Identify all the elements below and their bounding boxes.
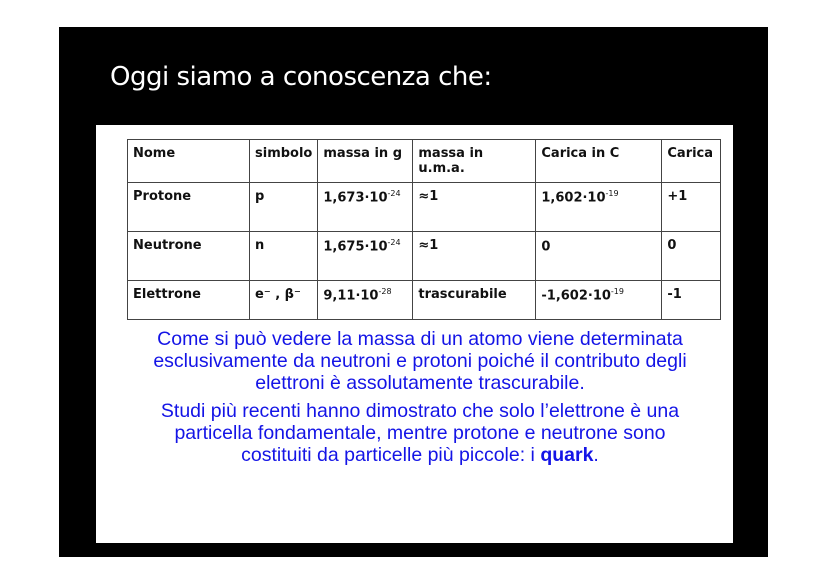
table-header-row (128, 140, 721, 183)
cell-massa (318, 183, 413, 232)
paragraph-quark (150, 400, 690, 466)
paragraph-quark-text: Studi più recenti hanno dimostrato che solo l’elettrone è una particella fondamentale, mentre protone e neutrone sono costituiti da particelle più piccole: i (160, 400, 680, 466)
cell-carica: -1 (662, 281, 721, 320)
paragraph-mass: Come si può vedere la massa di un atomo viene determinata esclusivamente da neutroni e protoni poiché il contributo degli elettroni è assolutamente trascurabile. (153, 328, 687, 394)
table-row (128, 183, 721, 232)
quark-emphasis: quark (540, 444, 594, 466)
carica-base: 0 (541, 239, 551, 255)
cell-nome: Protone (128, 183, 250, 232)
particles-table (127, 139, 721, 320)
cell-uma: trascurabile (413, 281, 536, 320)
cell-carica-c (536, 183, 662, 232)
carica-base: 1,602·10 (541, 190, 606, 206)
carica-exp: -19 (610, 287, 624, 296)
cell-uma: ≈1 (413, 232, 536, 281)
cell-simbolo: p (250, 183, 318, 232)
header-cell: Nome (128, 140, 250, 183)
carica-base: -1,602·10 (541, 288, 611, 304)
massa-exp: -28 (378, 287, 392, 296)
header-cell: Carica (662, 140, 721, 183)
massa-base: 1,673·10 (323, 190, 388, 206)
header-cell: massa in u.m.a. (413, 140, 536, 183)
cell-massa (318, 281, 413, 320)
header-cell: simbolo (250, 140, 318, 183)
body-text (150, 328, 690, 472)
cell-carica-c (536, 281, 662, 320)
cell-nome: Neutrone (128, 232, 250, 281)
massa-base: 9,11·10 (323, 288, 379, 304)
cell-uma: ≈1 (413, 183, 536, 232)
carica-exp: -19 (605, 189, 619, 198)
cell-carica-c (536, 232, 662, 281)
massa-exp: -24 (387, 238, 401, 247)
massa-exp: -24 (387, 189, 401, 198)
table-row (128, 281, 721, 320)
cell-carica: +1 (662, 183, 721, 232)
cell-simbolo: e⁻ , β⁻ (250, 281, 318, 320)
cell-massa (318, 232, 413, 281)
cell-simbolo: n (250, 232, 318, 281)
paragraph-end: . (593, 444, 599, 466)
header-cell: Carica in C (536, 140, 662, 183)
cell-carica: 0 (662, 232, 721, 281)
table-row (128, 232, 721, 281)
massa-base: 1,675·10 (323, 239, 388, 255)
cell-nome: Elettrone (128, 281, 250, 320)
slide-title: Oggi siamo a conoscenza che: (110, 62, 492, 92)
header-cell: massa in g (318, 140, 413, 183)
